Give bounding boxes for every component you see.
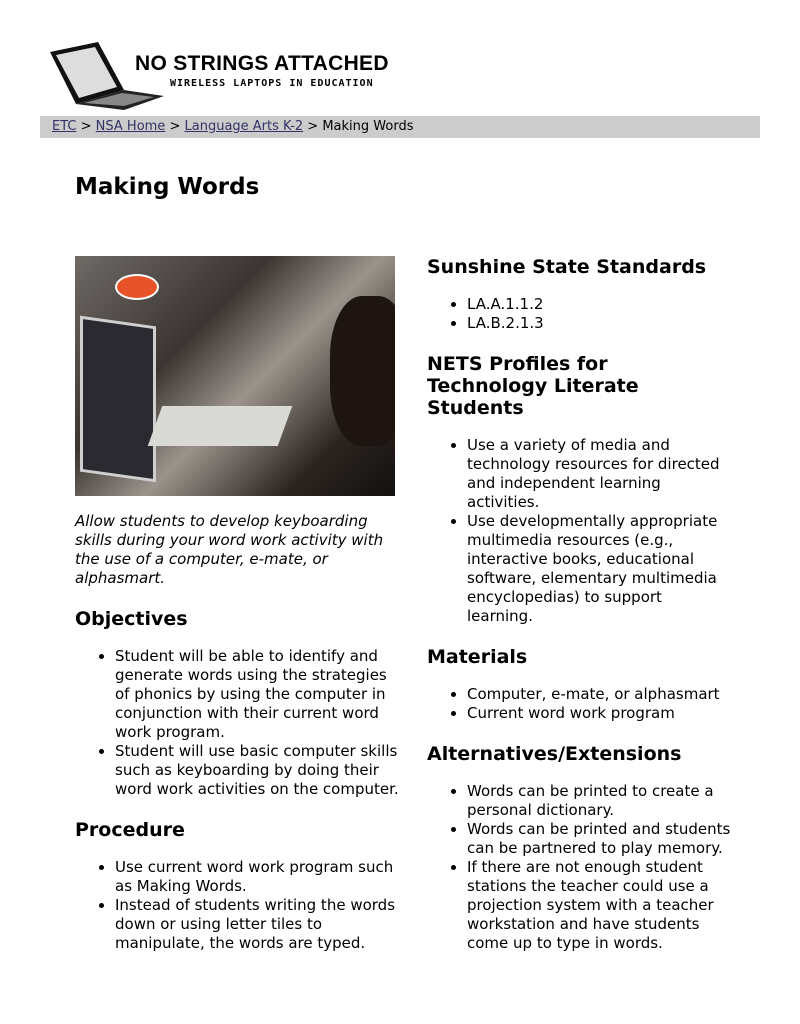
materials-heading: Materials bbox=[427, 646, 528, 668]
photo-caption: Allow students to develop keyboarding skills during your word work activity with the use of a computer, e-mate, or alphasmart. bbox=[75, 512, 384, 587]
logo-subtitle: WIRELESS LAPTOPS IN EDUCATION bbox=[170, 78, 374, 89]
alternatives-list bbox=[427, 782, 732, 953]
breadcrumb-etc[interactable]: ETC bbox=[52, 119, 77, 134]
list-item: • Use current word work program such as Making Words. bbox=[115, 858, 400, 896]
procedure-list bbox=[75, 858, 400, 953]
list-item: • LA.A.1.1.2 bbox=[467, 295, 732, 314]
list-item: • Words can be printed and students can be partnered to play memory. bbox=[467, 820, 732, 858]
breadcrumb-separator: > bbox=[169, 119, 181, 134]
site-logo[interactable] bbox=[46, 40, 396, 112]
breadcrumb bbox=[40, 116, 760, 138]
procedure-heading: Procedure bbox=[75, 819, 185, 841]
list-item: • Instead of students writing the words down or using letter tiles to manipulate, the words are typed. bbox=[115, 896, 400, 953]
list-item: • Use a variety of media and technology resources for directed and independent learning activities. bbox=[467, 436, 732, 512]
list-item: • Current word work program bbox=[467, 704, 732, 723]
list-item: • LA.B.2.1.3 bbox=[467, 314, 732, 333]
right-column bbox=[427, 256, 732, 953]
laptop-icon bbox=[46, 40, 166, 112]
list-item: • Student will be able to identify and generate words using the strategies of phonics by using the computer in conjunction with their current word work program. bbox=[115, 647, 400, 742]
list-item: • If there are not enough student stations the teacher could use a projection system with a teacher workstation and have students come up to type in words. bbox=[467, 858, 732, 953]
breadcrumb-separator: > bbox=[307, 119, 319, 134]
left-column bbox=[75, 256, 400, 953]
objectives-list bbox=[75, 647, 400, 799]
standards-heading: Sunshine State Standards bbox=[427, 256, 707, 278]
list-item: • Computer, e-mate, or alphasmart bbox=[467, 685, 732, 704]
classroom-photo bbox=[75, 256, 395, 496]
alternatives-heading: Alternatives/Extensions bbox=[427, 743, 682, 765]
list-item: • Use developmentally appropriate multimedia resources (e.g., interactive books, educational software, elementary multimedia encyclopedias) to support learning. bbox=[467, 512, 732, 626]
standards-list bbox=[427, 295, 732, 333]
objectives-heading: Objectives bbox=[75, 608, 188, 630]
nets-heading: NETS Profiles for Technology Literate Students bbox=[427, 353, 639, 419]
breadcrumb-nsa-home[interactable]: NSA Home bbox=[95, 119, 166, 134]
breadcrumb-language-arts[interactable]: Language Arts K-2 bbox=[184, 119, 304, 134]
list-item: • Student will use basic computer skills such as keyboarding by doing their word work activities on the computer. bbox=[115, 742, 400, 799]
logo-title: NO STRINGS ATTACHED bbox=[135, 52, 389, 75]
page-title: Making Words bbox=[75, 174, 260, 200]
breadcrumb-current: Making Words bbox=[322, 119, 414, 134]
nets-list bbox=[427, 436, 732, 626]
list-item: • Words can be printed to create a personal dictionary. bbox=[467, 782, 732, 820]
materials-list bbox=[427, 685, 732, 723]
breadcrumb-separator: > bbox=[80, 119, 92, 134]
